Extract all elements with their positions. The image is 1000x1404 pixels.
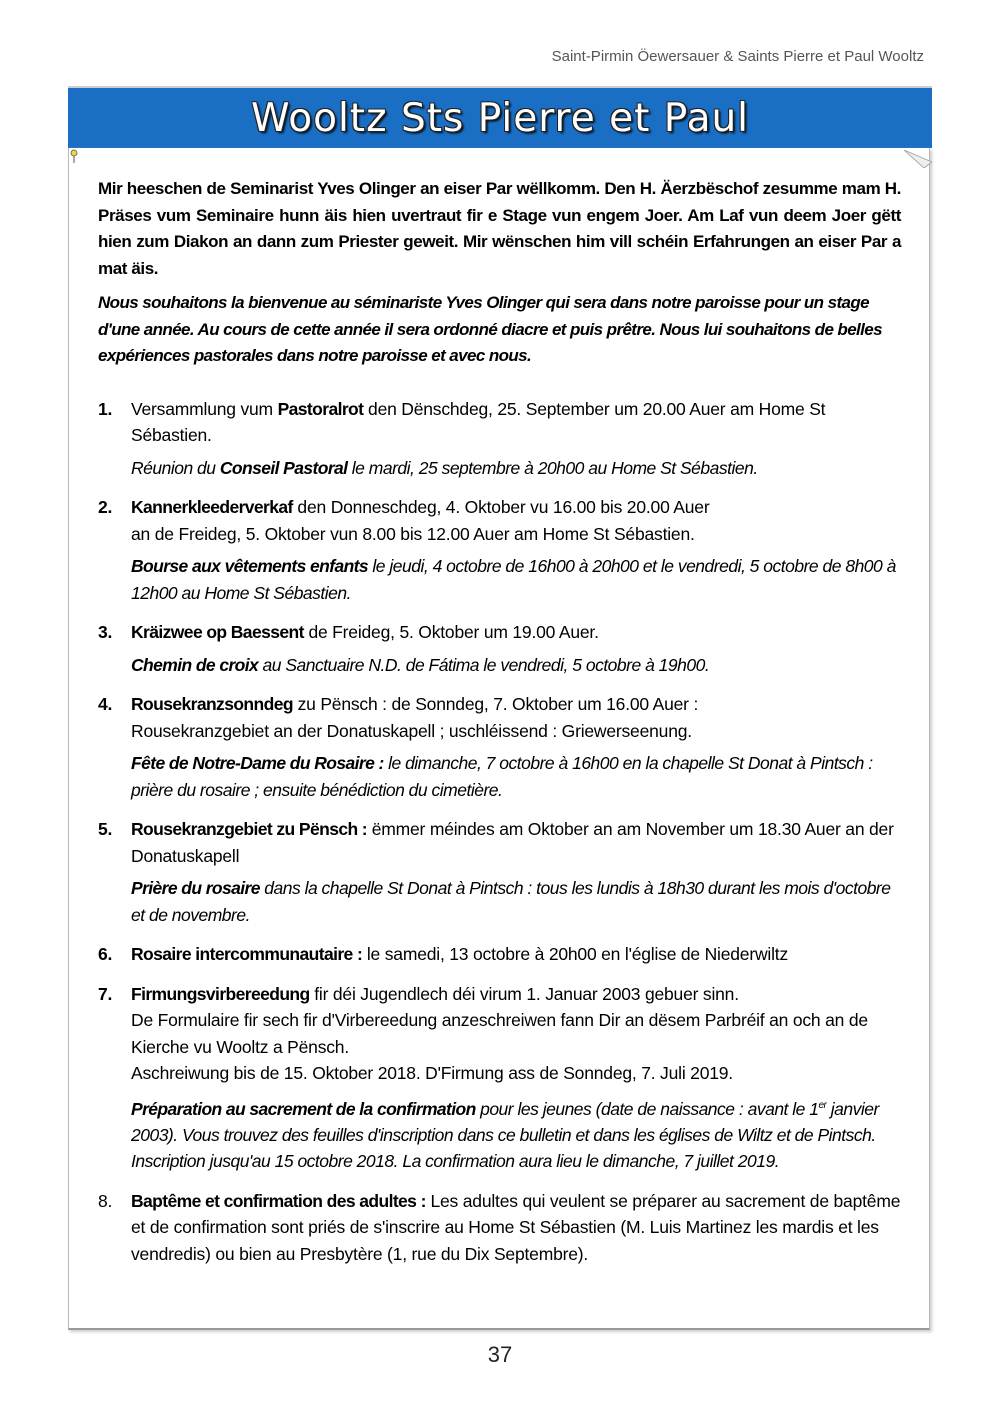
item-number: 5. <box>98 819 113 839</box>
pushpin-icon <box>70 149 78 163</box>
item-text-lb: Rosaire intercommunautaire : le samedi, 13 octobre à 20h00 en l'église de Niederwiltz <box>131 944 788 964</box>
item-text-fr: Bourse aux vêtements enfants le jeudi, 4 octobre de 16h00 à 20h00 et le vendredi, 5 octobre de 8h00 à 12h00 au Home St Sébastien. <box>131 556 896 603</box>
item-number: 3. <box>98 622 113 642</box>
item-text-fr: Prière du rosaire dans la chapelle St Donat à Pintsch : tous les lundis à 18h30 durant les mois d'octobre et de novembre. <box>131 878 891 925</box>
item-text-fr: Chemin de croix au Sanctuaire N.D. de Fátima le vendredi, 5 octobre à 19h00. <box>131 654 710 675</box>
list-item <box>98 619 901 678</box>
list-item <box>98 691 901 803</box>
item-text-fr: Préparation au sacrement de la confirmation pour les jeunes (date de naissance : avant le 1er janvier 2003). Vous trouvez des feuilles d'inscription dans ce bulletin et dans les églises de Wiltz et de Pintsch. Inscription jusqu'au 15 octobre 2018. La confirmation aura lieu le dimanche, 7 juillet 2019. <box>131 1098 879 1172</box>
page-title: Wooltz Sts Pierre et Paul <box>250 95 750 141</box>
main-content <box>98 176 901 1280</box>
list-item <box>98 396 901 482</box>
item-text-lb: Kannerkleederverkaf den Donneschdeg, 4. Oktober vu 16.00 bis 20.00 Auer an de Freideg, 5. Oktober vun 8.00 bis 12.00 Auer am Home St Sébastien. <box>131 497 710 544</box>
item-text-fr: Réunion du Conseil Pastoral le mardi, 25 septembre à 20h00 au Home St Sébastien. <box>131 457 758 478</box>
intro-french: Nous souhaitons la bienvenue au séminariste Yves Olinger qui sera dans notre paroisse pour un stage d'une année. Au cours de cette année il sera ordonné diacre et puis prêtre. Nous lui souhaitons de belles expériences pastorales dans notre paroisse et avec nous. <box>98 293 883 365</box>
item-text-lb: Baptême et confirmation des adultes : Les adultes qui veulent se préparer au sacrement de baptême et de confirmation sont priés de s'inscrire au Home St Sébastien (M. Luis Martinez les mardis et les vendredis) ou bien au Presbytère (1, rue du Dix Septembre). <box>131 1190 901 1264</box>
announcement-list <box>98 396 901 1268</box>
item-text-lb: Firmungsvirbereedung fir déi Jugendlech déi virum 1. Januar 2003 gebuer sinn. De Formulaire fir sech fir d'Virbereedung anzeschreiwen fann Dir an dësem Parbréif an och an de Kierche vu Wooltz a Pënsch. Aschreiwung bis de 15. Oktober 2018. D'Firmung ass de Sonndeg, 7. Juli 2019. <box>131 983 868 1083</box>
page-number: 37 <box>487 1342 513 1367</box>
item-text-lb: Rousekranzsonndeg zu Pënsch : de Sonndeg, 7. Oktober um 16.00 Auer : Rousekranzgebiet an der Donatuskapell ; uschléissend : Griewerseenung. <box>131 694 699 741</box>
list-item <box>98 1188 901 1268</box>
item-number: 6. <box>98 944 113 964</box>
item-text-lb: Rousekranzgebiet zu Pënsch : ëmmer méindes am Oktober an am November um 18.30 Auer an der Donatuskapell <box>131 819 894 866</box>
list-item <box>98 816 901 928</box>
title-banner <box>68 86 932 148</box>
list-item <box>98 494 901 606</box>
list-item <box>98 941 901 968</box>
list-item <box>98 981 901 1175</box>
item-text-lb: Versammlung vum Pastoralrot den Dënschdeg, 25. September um 20.00 Auer am Home St Sébastien. <box>131 398 826 445</box>
page-curl-icon <box>904 150 932 168</box>
running-header: Saint-Pirmin Öewersauer & Saints Pierre et Paul Wooltz <box>551 48 924 65</box>
item-number: 1. <box>98 398 113 419</box>
intro-luxembourgish: Mir heeschen de Seminarist Yves Olinger an eiser Par wëllkomm. Den H. Äerzbëschof zesumme mam H. Präses vum Seminaire hunn äis hien uvertraut fir e Stage vun engem Joer. Am Laf vun deem Joer gëtt hien zum Diakon an dann zum Priester geweit. Mir wënschen him vill schéin Erfahrungen an eiser Par a mat äis. <box>98 179 901 278</box>
item-number: 7. <box>98 983 113 1004</box>
item-text-lb: Kräizwee op Baessent de Freideg, 5. Oktober um 19.00 Auer. <box>131 622 599 642</box>
item-number: 4. <box>98 694 113 714</box>
item-number: 2. <box>98 497 113 517</box>
item-text-fr: Fête de Notre-Dame du Rosaire : le dimanche, 7 octobre à 16h00 en la chapelle St Donat à Pintsch : prière du rosaire ; ensuite bénédiction du cimetière. <box>131 753 873 800</box>
item-number: 8. <box>98 1190 113 1211</box>
